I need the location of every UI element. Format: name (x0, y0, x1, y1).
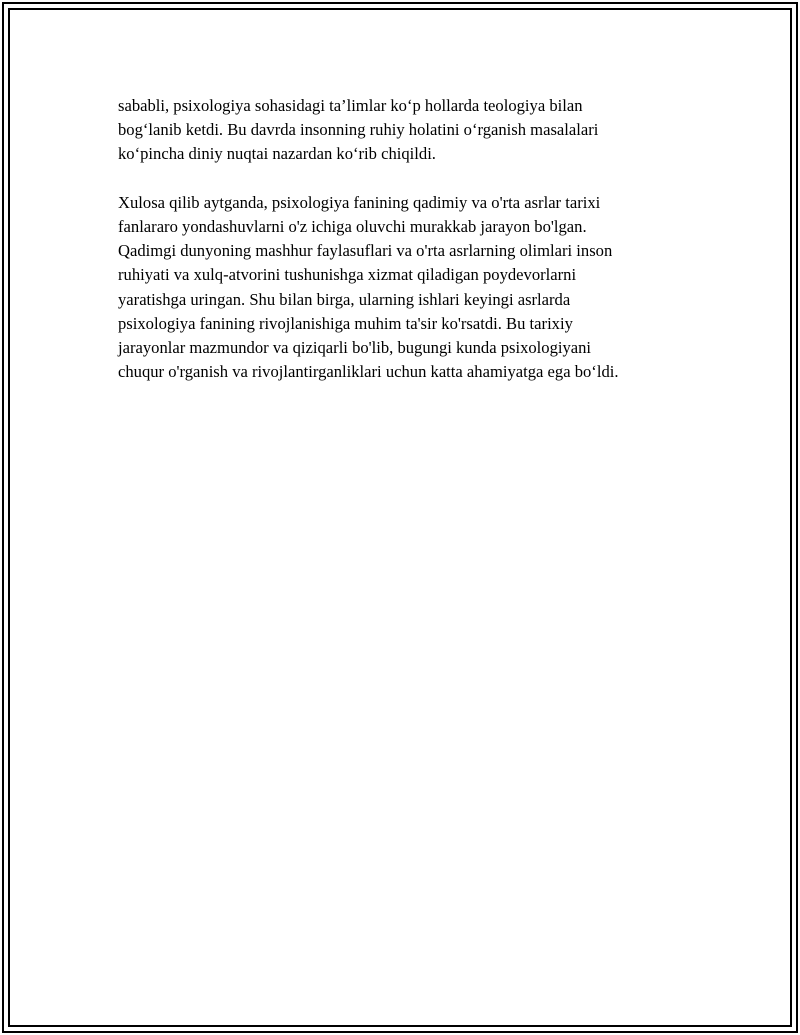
paragraph-1: sababli, psixologiya sohasidagi ta’limlar ko‘p hollarda teologiya bilan bog‘lanib ketdi. Bu davrda insonning ruhiy holatini o‘rganish masalalari ko‘pincha diniy nuqtai nazardan ko‘rib chiqildi. (118, 96, 599, 164)
paragraph-2: Xulosa qilib aytganda, psixologiya fanining qadimiy va o'rta asrlar tarixi fanlararo yondashuvlarni o'z ichiga oluvchi murakkab jarayon bo'lgan. Qadimgi dunyoning mashhur faylasuflari va o'rta asrlarning olimlari inson ruhiyati va xulq-atvorini tushunishga xizmat qiladigan poydevorlarni yaratishga uringan. Shu bilan birga, ularning ishlari keyingi asrlarda psixologiya fanining rivojlanishiga muhim ta'sir ko'rsatdi. Bu tarixiy jarayonlar mazmundor va qiziqarli bo'lib, bugungi kunda psixologiyani chuqur o'rganish va rivojlantirganliklari uchun katta ahamiyatga ega bo‘ldi. (118, 192, 619, 382)
document-body (118, 94, 698, 409)
